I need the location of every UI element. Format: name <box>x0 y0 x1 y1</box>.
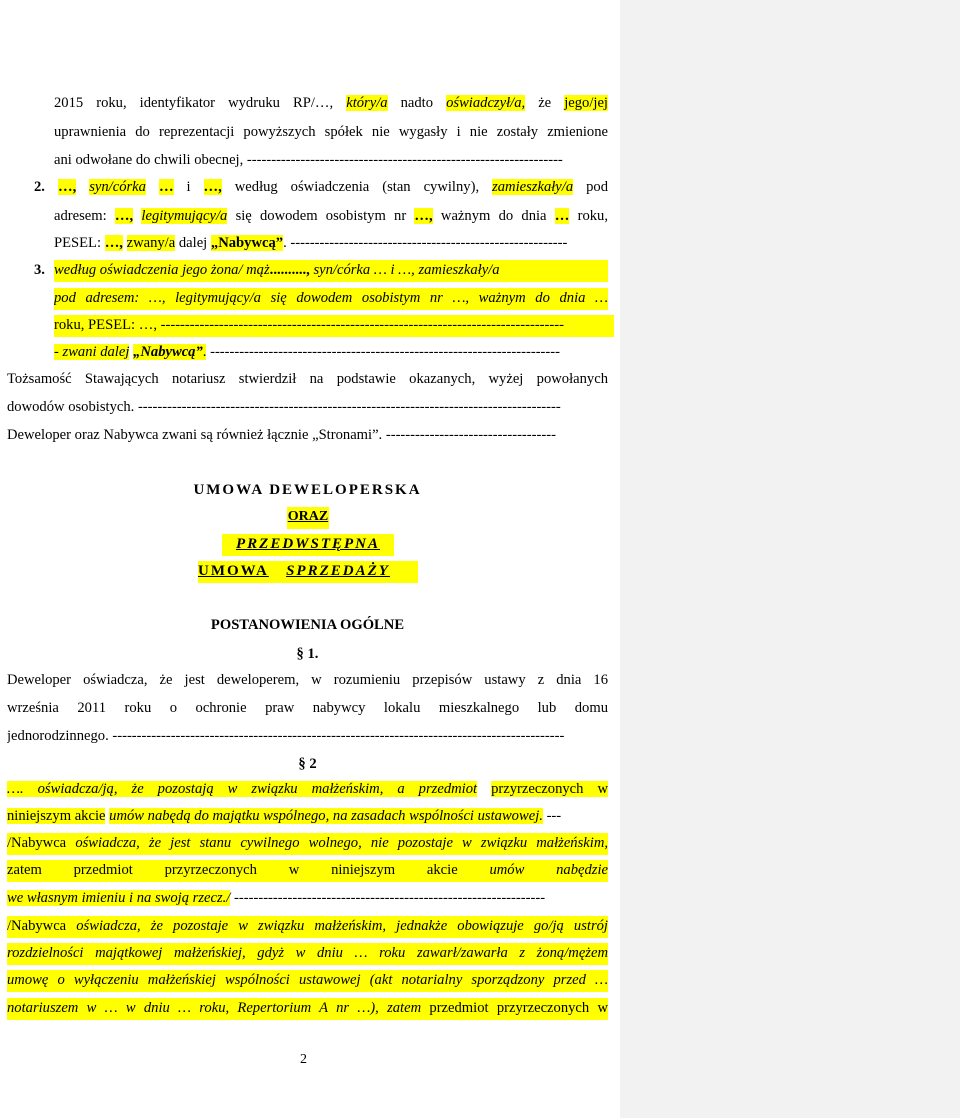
text-line: /Nabywca oświadcza, że pozostaje w związku małżeńskim, jednakże obowiązuje go/ją ustrój <box>7 916 608 938</box>
paragraph-number: § 1. <box>296 646 319 662</box>
text-line: …. oświadcza/ją, że pozostają w związku małżeńskim, a przedmiot przyrzeczonych w <box>7 781 608 797</box>
section-heading: POSTANOWIENIA OGÓLNE <box>210 617 405 633</box>
text-line: PESEL: …, zwany/a dalej „Nabywcą”. --------------------------------------------------------- <box>54 235 568 251</box>
text-line: września 2011 roku o ochronie praw nabywcy lokalu mieszkalnego lub domu <box>7 700 608 716</box>
text-line: Tożsamość Stawających notariusz stwierdził na podstawie okazanych, wyżej powołanych <box>7 371 608 387</box>
text-line: /Nabywca oświadcza, że jest stanu cywilnego wolnego, nie pozostaje w związku małżeńskim, <box>7 833 608 855</box>
text-line: umowę o wyłączeniu małżeńskiej wspólności ustawowej (akt notarialny sporządzony przed … <box>7 970 608 992</box>
text-line: we własnym imieniu i na swoją rzecz./ ---------------------------------------------------------------- <box>7 890 546 906</box>
text-line: dowodów osobistych. --------------------------------------------------------------------------------------- <box>7 399 561 415</box>
side-panel <box>620 0 960 1118</box>
contract-subtitle: PRZEDWSTĘPNA <box>222 534 394 556</box>
text-line: Deweloper oraz Nabywca zwani są również łącznie „Stronami”. ----------------------------------- <box>7 427 556 443</box>
text-line: adresem: …, legitymujący/a się dowodem osobistym nr …, ważnym do dnia … roku, <box>54 208 608 224</box>
list-number: 2. <box>34 179 45 195</box>
text-line: według oświadczenia jego żona/ mąż.........., syn/córka … i …, zamieszkały/a <box>54 260 608 282</box>
text-line: 2015 roku, identyfikator wydruku RP/…, który/a nadto oświadczył/a, że jego/jej <box>54 95 608 111</box>
paragraph-number: § 2 <box>298 756 317 772</box>
text-line: …, syn/córka … i …, według oświadczenia (stan cywilny), zamieszkały/a pod <box>58 179 608 195</box>
text-line: roku, PESEL: …, ----------------------------------------------------------------------------------- <box>54 315 614 337</box>
text-line: - zwani dalej „Nabywcą”. ------------------------------------------------------------------------ <box>54 344 560 360</box>
text-line: rozdzielności majątkowej małżeńskiej, gdyż w dniu … roku zawarł/zawarła z żoną/mężem <box>7 943 608 965</box>
text-line: jednorodzinnego. --------------------------------------------------------------------------------------------- <box>7 728 565 744</box>
text-line: ani odwołane do chwili obecnej, ----------------------------------------------------------------- <box>54 152 563 168</box>
text-line: pod adresem: …, legitymujący/a się dowodem osobistym nr …, ważnym do dnia … <box>54 288 608 310</box>
text-line: Deweloper oświadcza, że jest deweloperem, w rozumieniu przepisów ustawy z dnia 16 <box>7 672 608 688</box>
text-line: uprawnienia do reprezentacji powyższych spółek nie wygasły i nie zostały zmienione <box>54 124 608 140</box>
list-number: 3. <box>34 262 45 278</box>
text-line: notariuszem w … w dniu … roku, Repertorium A nr …), zatem przedmiot przyrzeczonych w <box>7 998 608 1020</box>
text-line: niniejszym akcie umów nabędą do majątku wspólnego, na zasadach wspólności ustawowej. --- <box>7 808 562 824</box>
text-line: zatem przedmiot przyrzeczonych w niniejszym akcie umów nabędzie <box>7 860 608 882</box>
page-number: 2 <box>300 1052 307 1067</box>
contract-title: UMOWA DEWELOPERSKA <box>193 482 422 498</box>
contract-subtitle: UMOWA SPRZEDAŻY <box>198 561 418 583</box>
contract-subtitle: ORAZ <box>287 507 329 529</box>
